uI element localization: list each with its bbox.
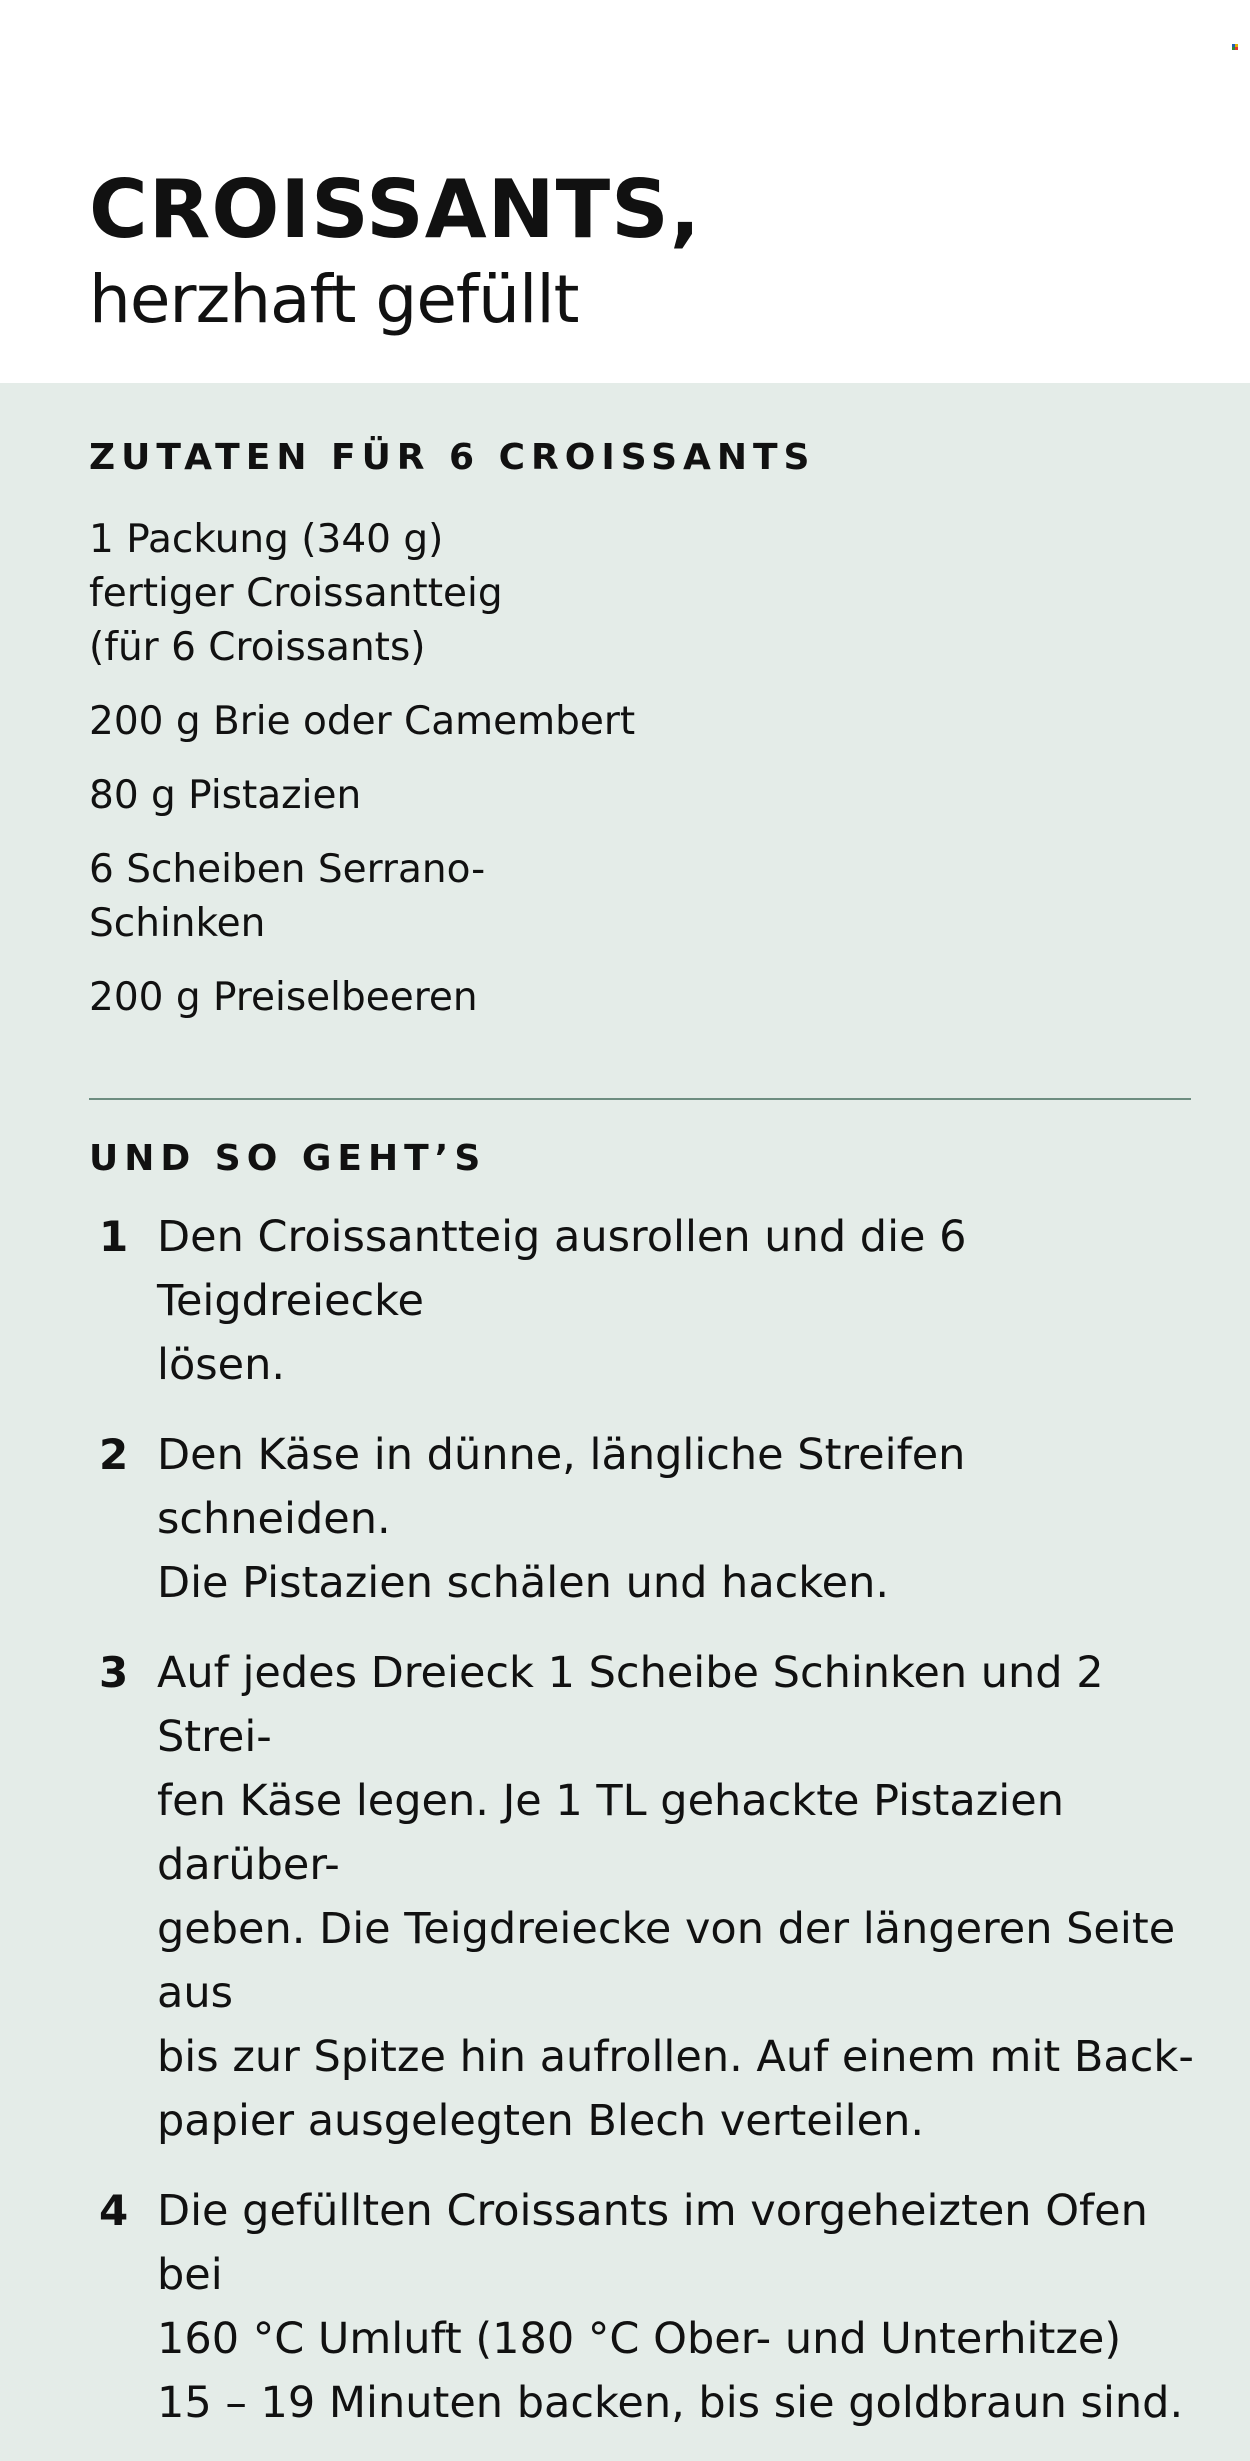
step-text: Die gefüllten Croissants im vorgeheizten Ofen bei 160 °C Umluft (180 °C Ober- und Unterhitze) 15 – 19 Minuten backen, bis sie goldbraun sind. — [157, 2186, 1184, 2428]
steps-list — [89, 1205, 1199, 2461]
method-heading: UND SO GEHT’S — [89, 1138, 487, 1179]
section-divider — [89, 1098, 1191, 1100]
step-number: 4 — [99, 2186, 129, 2235]
step-item — [89, 1641, 1199, 2153]
step-item — [89, 1423, 1199, 1615]
recipe-title: CROISSANTS, — [89, 163, 702, 256]
step-item — [89, 1205, 1199, 1397]
ingredients-heading: ZUTATEN FÜR 6 CROISSANTS — [89, 437, 816, 478]
step-number: 2 — [99, 1430, 129, 1479]
step-text: Den Käse in dünne, längliche Streifen schneiden. Die Pistazien schälen und hacken. — [157, 1430, 966, 1608]
ingredient-item: 200 g Brie oder Camembert — [89, 699, 636, 744]
step-text: Den Croissantteig ausrollen und die 6 Teigdreiecke lösen. — [157, 1212, 967, 1390]
step-number: 1 — [99, 1212, 129, 1261]
header — [0, 0, 1250, 383]
recipe-body — [0, 383, 1250, 2428]
ingredient-item: 1 Packung (340 g) fertiger Croissantteig (für 6 Croissants) — [89, 517, 503, 670]
step-item — [89, 2179, 1199, 2435]
brand-dots-icon — [1232, 44, 1238, 50]
ingredient-item: 6 Scheiben Serrano- Schinken — [89, 847, 486, 946]
step-text: Auf jedes Dreieck 1 Scheibe Schinken und 2 Strei- fen Käse legen. Je 1 TL gehackte Pistazien darüber- geben. Die Teigdreiecke von der längeren Seite aus bis zur Spitze hin aufrollen. Auf einem mit Back- papier ausgelegten Blech verteilen. — [157, 1648, 1194, 2146]
ingredients-list — [89, 513, 989, 1045]
ingredient-item: 200 g Preiselbeeren — [89, 975, 478, 1020]
recipe-subtitle: herzhaft gefüllt — [89, 261, 579, 338]
step-number: 3 — [99, 1648, 129, 1697]
ingredient-item: 80 g Pistazien — [89, 773, 362, 818]
